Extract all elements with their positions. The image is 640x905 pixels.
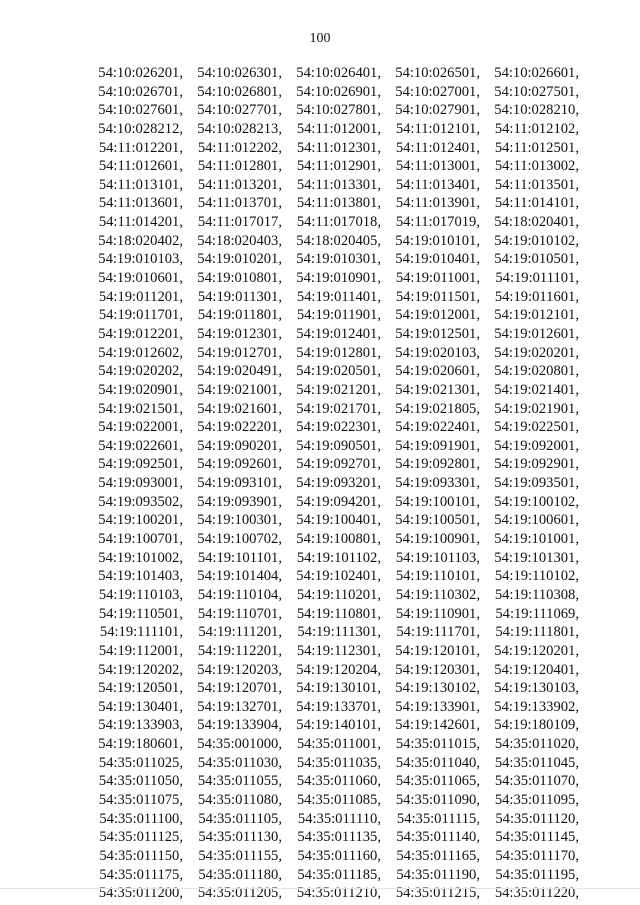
- cadastral-number: 54:19:111101,: [99, 624, 183, 641]
- cadastral-number: 54:19:091901,: [395, 437, 480, 454]
- cadastral-number: 54:19:012602,: [98, 344, 183, 361]
- cadastral-number: 54:19:093001,: [98, 475, 183, 492]
- cadastral-number: 54:19:100101,: [395, 493, 480, 510]
- table-row: [90, 120, 600, 139]
- cadastral-number: 54:19:022401,: [395, 419, 480, 436]
- cadastral-number: 54:19:133903,: [98, 717, 183, 734]
- cadastral-number: 54:11:013401,: [395, 176, 480, 193]
- cadastral-number: 54:10:027701,: [197, 102, 282, 119]
- cadastral-number: 54:19:020901,: [98, 381, 183, 398]
- table-row: [90, 735, 600, 754]
- cadastral-number: 54:19:093101,: [197, 475, 282, 492]
- cadastral-number: 54:19:094201,: [296, 493, 381, 510]
- cadastral-number: 54:19:021601,: [197, 400, 282, 417]
- cadastral-number: 54:19:022301,: [296, 419, 381, 436]
- cadastral-number: 54:19:180109,: [494, 717, 579, 734]
- table-row: [90, 716, 600, 735]
- cadastral-number: 54:11:012101,: [395, 120, 480, 137]
- table-row: [90, 157, 600, 176]
- cadastral-number: 54:35:011105,: [198, 810, 282, 827]
- cadastral-number: 54:35:011110,: [297, 810, 381, 827]
- cadastral-number: 54:11:017018,: [296, 214, 381, 231]
- cadastral-number: 54:19:120501,: [98, 680, 183, 697]
- cadastral-number: 54:11:013002,: [494, 158, 579, 175]
- cadastral-number: 54:11:017019,: [395, 214, 480, 231]
- cadastral-number: 54:19:012801,: [296, 344, 381, 361]
- cadastral-number-table: [90, 64, 600, 903]
- table-row: [90, 493, 600, 512]
- cadastral-number: 54:10:027001,: [395, 83, 480, 100]
- cadastral-number: 54:10:026701,: [98, 83, 183, 100]
- cadastral-number: 54:19:022501,: [494, 419, 579, 436]
- table-row: [90, 511, 600, 530]
- table-row: [90, 418, 600, 437]
- table-row: [90, 250, 600, 269]
- cadastral-number: 54:19:020201,: [494, 344, 579, 361]
- cadastral-number: 54:19:112301,: [296, 642, 381, 659]
- cadastral-number: 54:10:026301,: [197, 65, 282, 81]
- table-row: [90, 381, 600, 400]
- table-row: [90, 455, 600, 474]
- cadastral-number: 54:19:100201,: [98, 512, 183, 529]
- cadastral-number: 54:19:090501,: [296, 437, 381, 454]
- cadastral-number: 54:19:101301,: [494, 549, 579, 566]
- cadastral-number: 54:35:011065,: [395, 773, 480, 790]
- cadastral-number: 54:10:026401,: [296, 65, 381, 81]
- cadastral-number: 54:35:011045,: [494, 754, 579, 771]
- cadastral-number: 54:35:011090,: [395, 791, 480, 808]
- cadastral-number: 54:11:012102,: [494, 120, 579, 137]
- cadastral-number: 54:19:021901,: [494, 400, 579, 417]
- cadastral-number: 54:10:026901,: [296, 83, 381, 100]
- cadastral-number: 54:11:012001,: [296, 120, 381, 137]
- cadastral-number: 54:19:111069,: [495, 605, 579, 622]
- cadastral-number: 54:19:120101,: [395, 642, 480, 659]
- cadastral-number: 54:35:011025,: [98, 754, 183, 771]
- table-row: [90, 567, 600, 586]
- cadastral-number: 54:19:101001,: [494, 531, 579, 548]
- cadastral-number: 54:19:092601,: [197, 456, 282, 473]
- cadastral-number: 54:19:101403,: [98, 568, 183, 585]
- table-row: [90, 884, 600, 903]
- cadastral-number: 54:19:120204,: [296, 661, 381, 678]
- cadastral-number: 54:19:020103,: [395, 344, 480, 361]
- cadastral-number: 54:18:020405,: [296, 232, 381, 249]
- cadastral-number: 54:19:012401,: [296, 325, 381, 342]
- cadastral-number: 54:19:021401,: [494, 381, 579, 398]
- table-row: [90, 344, 600, 363]
- cadastral-number: 54:10:026201,: [98, 65, 183, 81]
- cadastral-number: 54:19:142601,: [395, 717, 480, 734]
- table-row: [90, 288, 600, 307]
- cadastral-number: 54:35:011220,: [494, 885, 579, 902]
- table-row: [90, 810, 600, 829]
- cadastral-number: 54:19:133902,: [494, 698, 579, 715]
- cadastral-number: 54:35:011205,: [197, 885, 282, 902]
- cadastral-number: 54:19:100702,: [197, 531, 282, 548]
- cadastral-number: 54:19:130401,: [98, 698, 183, 715]
- cadastral-number: 54:19:092001,: [494, 437, 579, 454]
- cadastral-number: 54:11:014201,: [98, 214, 183, 231]
- table-row: [90, 176, 600, 195]
- cadastral-number: 54:11:012202,: [197, 139, 282, 156]
- cadastral-number: 54:19:093502,: [98, 493, 183, 510]
- cadastral-number: 54:11:013301,: [296, 176, 381, 193]
- cadastral-number: 54:11:012901,: [296, 158, 381, 175]
- cadastral-number: 54:35:011160,: [297, 847, 381, 864]
- cadastral-number: 54:19:021201,: [296, 381, 381, 398]
- table-row: [90, 605, 600, 624]
- cadastral-number: 54:19:120201,: [494, 642, 579, 659]
- cadastral-number: 54:19:112201,: [197, 642, 282, 659]
- cadastral-number: 54:19:011501,: [395, 288, 480, 305]
- table-row: [90, 232, 600, 251]
- cadastral-number: 54:19:133901,: [395, 698, 480, 715]
- cadastral-number: 54:35:011195,: [495, 866, 579, 883]
- cadastral-number: 54:19:120401,: [494, 661, 579, 678]
- cadastral-number: 54:35:011210,: [296, 885, 381, 902]
- table-row: [90, 437, 600, 456]
- cadastral-number: 54:19:110201,: [296, 586, 381, 603]
- cadastral-number: 54:18:020402,: [98, 232, 183, 249]
- cadastral-number: 54:19:010801,: [197, 270, 282, 287]
- cadastral-number: 54:35:011215,: [395, 885, 480, 902]
- cadastral-number: 54:19:100701,: [98, 531, 183, 548]
- cadastral-number: 54:19:133701,: [296, 698, 381, 715]
- cadastral-number: 54:19:100102,: [494, 493, 579, 510]
- cadastral-number: 54:11:013201,: [197, 176, 282, 193]
- table-row: [90, 847, 600, 866]
- cadastral-number: 54:35:011120,: [495, 810, 579, 827]
- cadastral-number: 54:19:110102,: [494, 568, 579, 585]
- cadastral-number: 54:11:013001,: [395, 158, 480, 175]
- table-row: [90, 64, 600, 83]
- cadastral-number: 54:35:011085,: [296, 791, 381, 808]
- cadastral-number: 54:10:026501,: [395, 65, 480, 81]
- cadastral-number: 54:19:020501,: [296, 363, 381, 380]
- cadastral-number: 54:19:100501,: [395, 512, 480, 529]
- cadastral-number: 54:35:011001,: [296, 736, 381, 753]
- cadastral-number: 54:19:110104,: [197, 586, 282, 603]
- cadastral-number: 54:19:011301,: [197, 288, 282, 305]
- cadastral-number: 54:35:011020,: [494, 736, 579, 753]
- cadastral-number: 54:19:011601,: [494, 288, 579, 305]
- cadastral-number: 54:19:110801,: [296, 605, 381, 622]
- cadastral-number: 54:19:011801,: [197, 307, 282, 324]
- cadastral-number: 54:10:027601,: [98, 102, 183, 119]
- cadastral-number: 54:19:110701,: [197, 605, 282, 622]
- cadastral-number: 54:11:014101,: [494, 195, 579, 212]
- table-row: [90, 772, 600, 791]
- table-row: [90, 325, 600, 344]
- cadastral-number: 54:11:017017,: [197, 214, 282, 231]
- cadastral-number: 54:35:011175,: [99, 866, 183, 883]
- table-row: [90, 362, 600, 381]
- cadastral-number: 54:19:010201,: [197, 251, 282, 268]
- cadastral-number: 54:19:022201,: [197, 419, 282, 436]
- cadastral-number: 54:11:012401,: [395, 139, 480, 156]
- cadastral-number: 54:19:010103,: [98, 251, 183, 268]
- cadastral-number: 54:18:020401,: [494, 214, 579, 231]
- cadastral-number: 54:19:100301,: [197, 512, 282, 529]
- cadastral-number: 54:11:013701,: [197, 195, 282, 212]
- cadastral-number: 54:19:093501,: [494, 475, 579, 492]
- table-row: [90, 866, 600, 885]
- cadastral-number: 54:19:093201,: [296, 475, 381, 492]
- table-row: [90, 474, 600, 493]
- cadastral-number: 54:11:012501,: [494, 139, 579, 156]
- cadastral-number: 54:19:101404,: [197, 568, 282, 585]
- table-row: [90, 530, 600, 549]
- cadastral-number: 54:18:020403,: [197, 232, 282, 249]
- cadastral-number: 54:19:120202,: [98, 661, 183, 678]
- cadastral-number: 54:19:092701,: [296, 456, 381, 473]
- table-row: [90, 549, 600, 568]
- cadastral-number: 54:19:010601,: [98, 270, 183, 287]
- cadastral-number: 54:11:012301,: [296, 139, 381, 156]
- cadastral-number: 54:19:110103,: [98, 586, 183, 603]
- table-row: [90, 828, 600, 847]
- cadastral-number: 54:35:011060,: [296, 773, 381, 790]
- table-row: [90, 400, 600, 419]
- cadastral-number: 54:19:012101,: [494, 307, 579, 324]
- cadastral-number: 54:19:100401,: [296, 512, 381, 529]
- table-row: [90, 586, 600, 605]
- cadastral-number: 54:19:130103,: [494, 680, 579, 697]
- table-row: [90, 194, 600, 213]
- cadastral-number: 54:35:011150,: [99, 847, 183, 864]
- table-row: [90, 661, 600, 680]
- cadastral-number: 54:35:011040,: [395, 754, 480, 771]
- cadastral-number: 54:19:120701,: [197, 680, 282, 697]
- table-row: [90, 306, 600, 325]
- cadastral-number: 54:35:011070,: [494, 773, 579, 790]
- cadastral-number: 54:19:020801,: [494, 363, 579, 380]
- table-row: [90, 679, 600, 698]
- cadastral-number: 54:19:093301,: [395, 475, 480, 492]
- cadastral-number: 54:19:101101,: [197, 549, 282, 566]
- cadastral-number: 54:19:101102,: [296, 549, 381, 566]
- cadastral-number: 54:35:011135,: [297, 829, 381, 846]
- cadastral-number: 54:19:140101,: [296, 717, 381, 734]
- cadastral-number: 54:11:012601,: [98, 158, 183, 175]
- cadastral-number: 54:19:180601,: [98, 736, 183, 753]
- cadastral-number: 54:19:110501,: [98, 605, 183, 622]
- cadastral-number: 54:35:011190,: [396, 866, 480, 883]
- cadastral-number: 54:35:011165,: [396, 847, 480, 864]
- cadastral-number: 54:19:092801,: [395, 456, 480, 473]
- cadastral-number: 54:19:020491,: [197, 363, 282, 380]
- cadastral-number: 54:35:011130,: [198, 829, 282, 846]
- cadastral-number: 54:19:100801,: [296, 531, 381, 548]
- cadastral-number: 54:19:021701,: [296, 400, 381, 417]
- cadastral-number: 54:19:130101,: [296, 680, 381, 697]
- cadastral-number: 54:19:100901,: [395, 531, 480, 548]
- cadastral-number: 54:35:011115,: [396, 810, 480, 827]
- cadastral-number: 54:11:012201,: [98, 139, 183, 156]
- cadastral-number: 54:19:112001,: [98, 642, 183, 659]
- table-row: [90, 698, 600, 717]
- cadastral-number: 54:19:130102,: [395, 680, 480, 697]
- cadastral-number: 54:19:020202,: [98, 363, 183, 380]
- table-row: [90, 139, 600, 158]
- cadastral-number: 54:10:027801,: [296, 102, 381, 119]
- cadastral-number: 54:19:011201,: [98, 288, 183, 305]
- cadastral-number: 54:35:011080,: [197, 791, 282, 808]
- cadastral-number: 54:35:011055,: [197, 773, 282, 790]
- cadastral-number: 54:19:111801,: [495, 624, 579, 641]
- cadastral-number: 54:19:100601,: [494, 512, 579, 529]
- table-row: [90, 754, 600, 773]
- cadastral-number: 54:11:013501,: [494, 176, 579, 193]
- cadastral-number: 54:35:011125,: [99, 829, 183, 846]
- cadastral-number: 54:19:110101,: [395, 568, 480, 585]
- cadastral-number: 54:35:011050,: [98, 773, 183, 790]
- cadastral-number: 54:19:012501,: [395, 325, 480, 342]
- page-number: 100: [309, 31, 331, 46]
- cadastral-number: 54:19:021805,: [395, 400, 480, 417]
- cadastral-number: 54:19:110901,: [395, 605, 480, 622]
- table-row: [90, 269, 600, 288]
- cadastral-number: 54:11:012801,: [197, 158, 282, 175]
- cadastral-number: 54:10:027501,: [494, 83, 579, 100]
- cadastral-number: 54:19:011701,: [98, 307, 183, 324]
- table-row: [90, 101, 600, 120]
- cadastral-number: 54:19:012301,: [197, 325, 282, 342]
- cadastral-number: 54:19:010301,: [296, 251, 381, 268]
- cadastral-number: 54:35:011155,: [198, 847, 282, 864]
- cadastral-number: 54:35:011140,: [396, 829, 480, 846]
- cadastral-number: 54:35:011035,: [296, 754, 381, 771]
- cadastral-number: 54:19:120203,: [197, 661, 282, 678]
- cadastral-number: 54:10:028213,: [197, 120, 282, 137]
- cadastral-number: 54:19:010401,: [395, 251, 480, 268]
- cadastral-number: 54:11:013801,: [296, 195, 381, 212]
- cadastral-number: 54:19:101103,: [395, 549, 480, 566]
- cadastral-number: 54:19:011901,: [296, 307, 381, 324]
- cadastral-number: 54:19:021001,: [197, 381, 282, 398]
- cadastral-number: 54:10:026801,: [197, 83, 282, 100]
- cadastral-number: 54:19:133904,: [197, 717, 282, 734]
- cadastral-number: 54:10:027901,: [395, 102, 480, 119]
- cadastral-number: 54:11:013601,: [98, 195, 183, 212]
- cadastral-number: 54:19:110308,: [494, 586, 579, 603]
- table-row: [90, 791, 600, 810]
- cadastral-number: 54:35:011095,: [494, 791, 579, 808]
- cadastral-number: 54:19:010501,: [494, 251, 579, 268]
- cadastral-number: 54:19:021501,: [98, 400, 183, 417]
- cadastral-number: 54:35:011075,: [98, 791, 183, 808]
- cadastral-number: 54:35:011100,: [99, 810, 183, 827]
- table-row: [90, 213, 600, 232]
- cadastral-number: 54:19:020601,: [395, 363, 480, 380]
- cadastral-number: 54:10:026601,: [494, 65, 579, 81]
- cadastral-number: 54:19:111701,: [396, 624, 480, 641]
- table-row: [90, 83, 600, 102]
- cadastral-number: 54:35:011145,: [495, 829, 579, 846]
- cadastral-number: 54:19:102401,: [296, 568, 381, 585]
- cadastral-number: 54:19:011001,: [395, 270, 480, 287]
- cadastral-number: 54:19:092501,: [98, 456, 183, 473]
- cadastral-number: 54:35:011200,: [98, 885, 183, 902]
- cadastral-number: 54:19:022601,: [98, 437, 183, 454]
- cadastral-number: 54:19:022001,: [98, 419, 183, 436]
- cadastral-number: 54:19:012001,: [395, 307, 480, 324]
- cadastral-number: 54:19:110302,: [395, 586, 480, 603]
- cadastral-number: 54:19:011401,: [296, 288, 381, 305]
- cadastral-number: 54:19:021301,: [395, 381, 480, 398]
- cadastral-number: 54:19:111201,: [198, 624, 282, 641]
- cadastral-number: 54:19:010101,: [395, 232, 480, 249]
- cadastral-number: 54:19:011101,: [495, 270, 579, 287]
- cadastral-number: 54:19:092901,: [494, 456, 579, 473]
- cadastral-number: 54:19:012201,: [98, 325, 183, 342]
- cadastral-number: 54:11:013901,: [395, 195, 480, 212]
- cadastral-number: 54:19:090201,: [197, 437, 282, 454]
- cadastral-number: 54:19:010901,: [296, 270, 381, 287]
- cadastral-number: 54:19:101002,: [98, 549, 183, 566]
- cadastral-number: 54:19:120301,: [395, 661, 480, 678]
- cadastral-number: 54:35:011170,: [495, 847, 579, 864]
- cadastral-number: 54:10:028210,: [494, 102, 579, 119]
- cadastral-number: 54:19:093901,: [197, 493, 282, 510]
- cadastral-number: 54:19:111301,: [297, 624, 381, 641]
- cadastral-number: 54:19:010102,: [494, 232, 579, 249]
- cadastral-number: 54:10:028212,: [98, 120, 183, 137]
- cadastral-number: 54:19:132701,: [197, 698, 282, 715]
- cadastral-number: 54:35:011030,: [197, 754, 282, 771]
- cadastral-number: 54:35:011015,: [395, 736, 480, 753]
- cadastral-number: 54:19:012601,: [494, 325, 579, 342]
- table-row: [90, 642, 600, 661]
- cadastral-number: 54:11:013101,: [98, 176, 183, 193]
- cadastral-number: 54:19:012701,: [197, 344, 282, 361]
- table-row: [90, 623, 600, 642]
- cadastral-number: 54:35:001000,: [197, 736, 282, 753]
- bottom-edge-line: [0, 888, 640, 889]
- cadastral-number: 54:35:011185,: [297, 866, 381, 883]
- cadastral-number: 54:35:011180,: [198, 866, 282, 883]
